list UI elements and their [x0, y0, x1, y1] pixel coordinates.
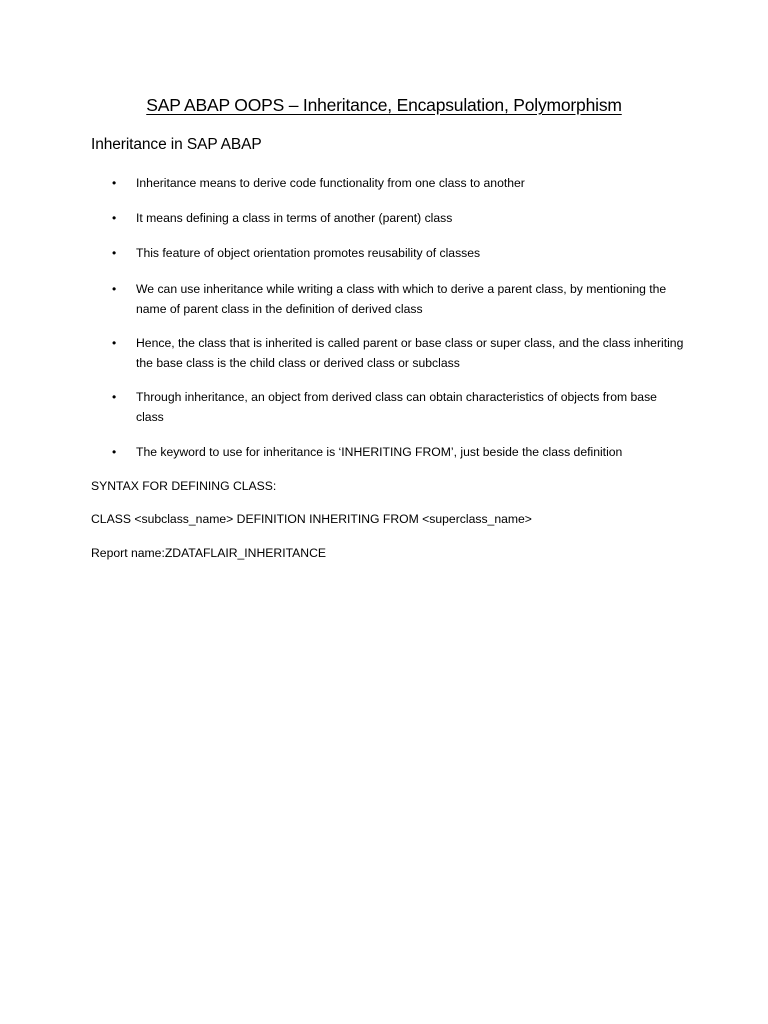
bullet-text: Hence, the class that is inherited is called parent or base class or super class, and the class inheriting the base class is the child class or derived class or subclass: [136, 336, 684, 370]
syntax-line: CLASS <subclass_name> DEFINITION INHERITING FROM <superclass_name>: [91, 512, 532, 526]
bullet-text: Through inheritance, an object from derived class can obtain characteristics of objects from base class: [136, 390, 657, 424]
section-heading: Inheritance in SAP ABAP: [91, 136, 262, 153]
bullet-text: The keyword to use for inheritance is ‘INHERITING FROM’, just beside the class definition: [136, 445, 623, 459]
bullet-icon: •: [112, 282, 117, 296]
syntax-label: SYNTAX FOR DEFINING CLASS:: [91, 479, 277, 493]
bullet-icon: •: [112, 176, 117, 190]
bullet-text: We can use inheritance while writing a class with which to derive a parent class, by mentioning the name of parent class in the definition of derived class: [136, 282, 667, 316]
document-title: SAP ABAP OOPS – Inheritance, Encapsulation, Polymorphism: [146, 95, 622, 115]
bullet-icon: •: [112, 390, 117, 404]
bullet-icon: •: [112, 445, 117, 459]
bullet-icon: •: [112, 336, 117, 350]
bullet-icon: •: [112, 211, 117, 225]
bullet-text: It means defining a class in terms of another (parent) class: [136, 211, 453, 225]
bullet-text: Inheritance means to derive code functionality from one class to another: [136, 176, 525, 190]
report-name: Report name:ZDATAFLAIR_INHERITANCE: [91, 546, 326, 560]
bullet-text: This feature of object orientation promotes reusability of classes: [136, 246, 481, 260]
bullet-icon: •: [112, 246, 117, 260]
